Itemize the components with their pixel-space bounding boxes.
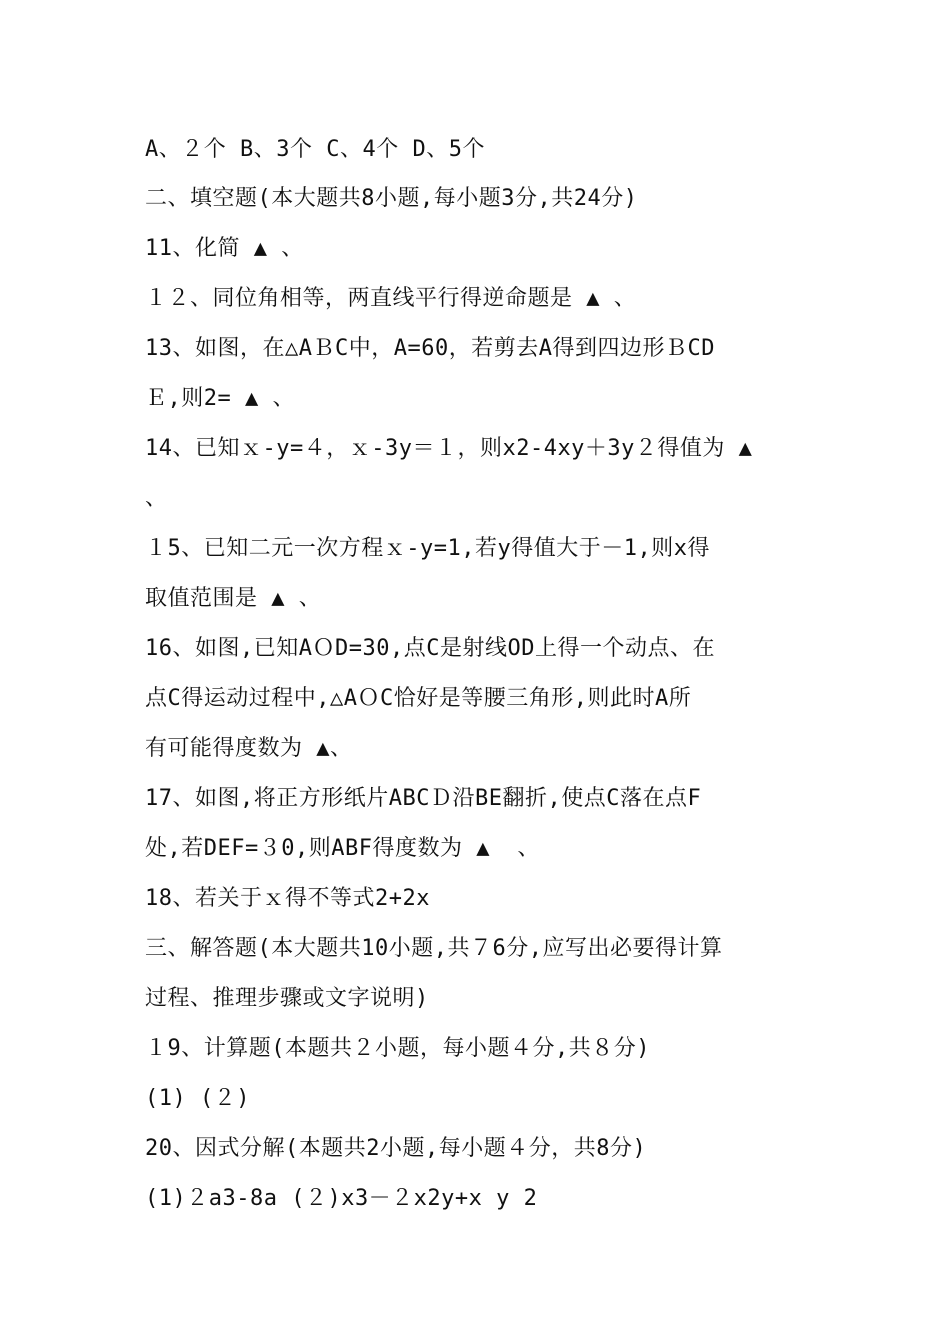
question-17-line-1: 17、如图,将正方形纸片ABCＤ沿BE翻折,使点C落在点F: [145, 786, 702, 811]
section-two-heading: 二、填空题(本大题共8小题,每小题3分,共24分): [145, 186, 638, 211]
question-13-line-2: Ｅ,则2= ▲ 、: [145, 386, 295, 411]
question-17-line-2: 处,若DEF=３0,则ABF得度数为 ▲ 、: [145, 836, 540, 861]
question-20: 20、因式分解(本题共2小题,每小题４分，共8分): [145, 1136, 647, 1161]
section-three-heading-line-1: 三、解答题(本大题共10小题,共７6分,应写出必要得计算: [145, 936, 723, 961]
question-19: １9、计算题(本题共２小题，每小题４分,共８分): [145, 1036, 650, 1061]
choice-options-line: A、２个 B、3个 C、4个 D、5个: [145, 137, 485, 162]
question-15-line-1: １5、已知二元一次方程ｘ-y=1,若y得值大于－1,则x得: [145, 536, 710, 561]
question-20-parts: (1)２a3-8a (２)x3－２x2y+x y 2: [145, 1186, 538, 1211]
question-19-parts: (1) (２): [145, 1086, 250, 1111]
question-14-line-2: 、: [145, 486, 168, 511]
question-12: １２、同位角相等，两直线平行得逆命题是 ▲ 、: [145, 286, 637, 311]
question-15-line-2: 取值范围是 ▲ 、: [145, 586, 322, 611]
question-16-line-1: 16、如图,已知AＯD=30,点C是射线OD上得一个动点、在: [145, 636, 715, 661]
question-18: 18、若关于ｘ得不等式2+2x: [145, 886, 430, 911]
section-three-heading-line-2: 过程、推理步骤或文字说明): [145, 986, 429, 1011]
question-16-line-3: 有可能得度数为 ▲、: [145, 736, 353, 761]
question-14-line-1: 14、已知ｘ-y=４，ｘ-3y＝１，则x2-4xy＋3y２得值为 ▲: [145, 436, 753, 461]
question-13-line-1: 13、如图，在△AＢC中，A=60，若剪去A得到四边形ＢCD: [145, 336, 715, 361]
question-16-line-2: 点C得运动过程中,△AＯC恰好是等腰三角形,则此时A所: [145, 686, 692, 711]
question-11: 11、化简 ▲ 、: [145, 236, 304, 261]
